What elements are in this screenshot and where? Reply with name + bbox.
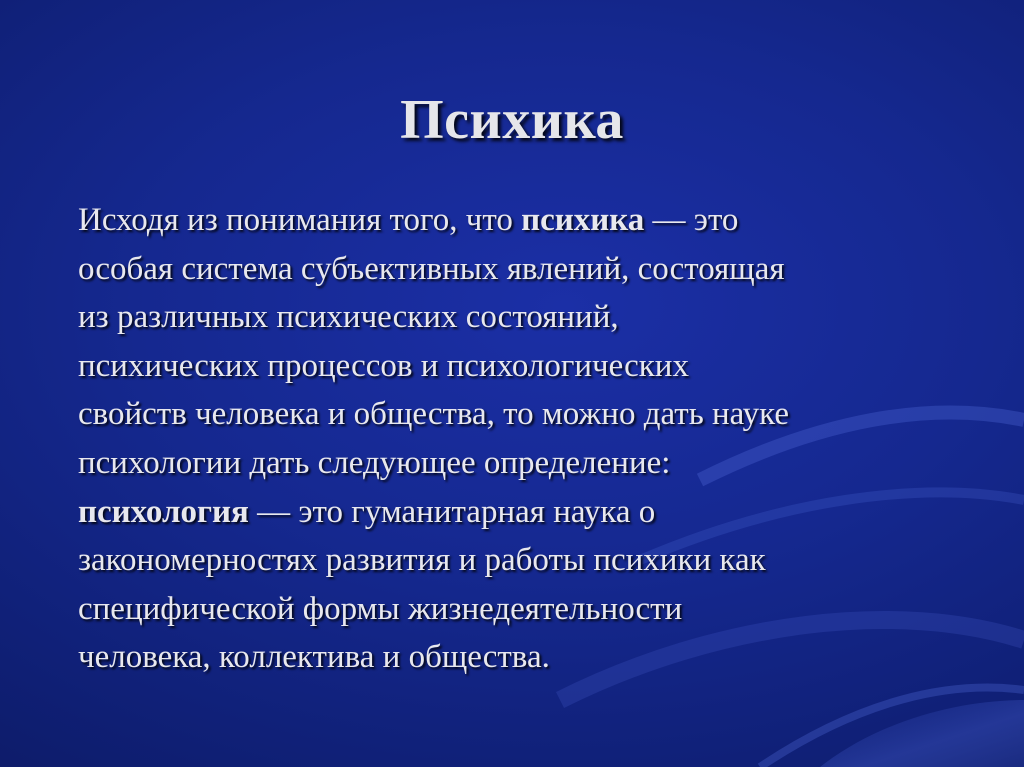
- term-psikhologiya: психология: [78, 493, 249, 530]
- text-line-6: психологии дать следующее определение:: [78, 444, 671, 481]
- text-line-5: свойств человека и общества, то можно дать науке: [78, 396, 789, 433]
- text-line-7: [78, 488, 958, 537]
- text-segment: — это гуманитарная наука о: [248, 493, 656, 530]
- term-psikhika: психика: [521, 202, 645, 238]
- text-line-8: закономерностях развития и работы психики как: [78, 542, 766, 579]
- text-line-9: специфической формы жизнедеятельности: [78, 590, 683, 627]
- slide-body-paragraph: [78, 196, 958, 682]
- text-segment: — это: [644, 202, 739, 238]
- swoosh-curve-4: [760, 688, 1024, 767]
- text-line-10: человека, коллектива и общества.: [78, 639, 550, 676]
- swoosh-fill: [820, 700, 1024, 767]
- text-line-4: психических процессов и психологических: [78, 347, 689, 384]
- text-line-2: особая система субъективных явлений, состоящая: [78, 250, 785, 287]
- text-line-1: [78, 196, 958, 245]
- text-segment: Исходя из понимания того, что: [78, 202, 522, 238]
- slide-title: Психика: [400, 89, 624, 151]
- text-line-3: из различных психических состояний,: [78, 299, 619, 336]
